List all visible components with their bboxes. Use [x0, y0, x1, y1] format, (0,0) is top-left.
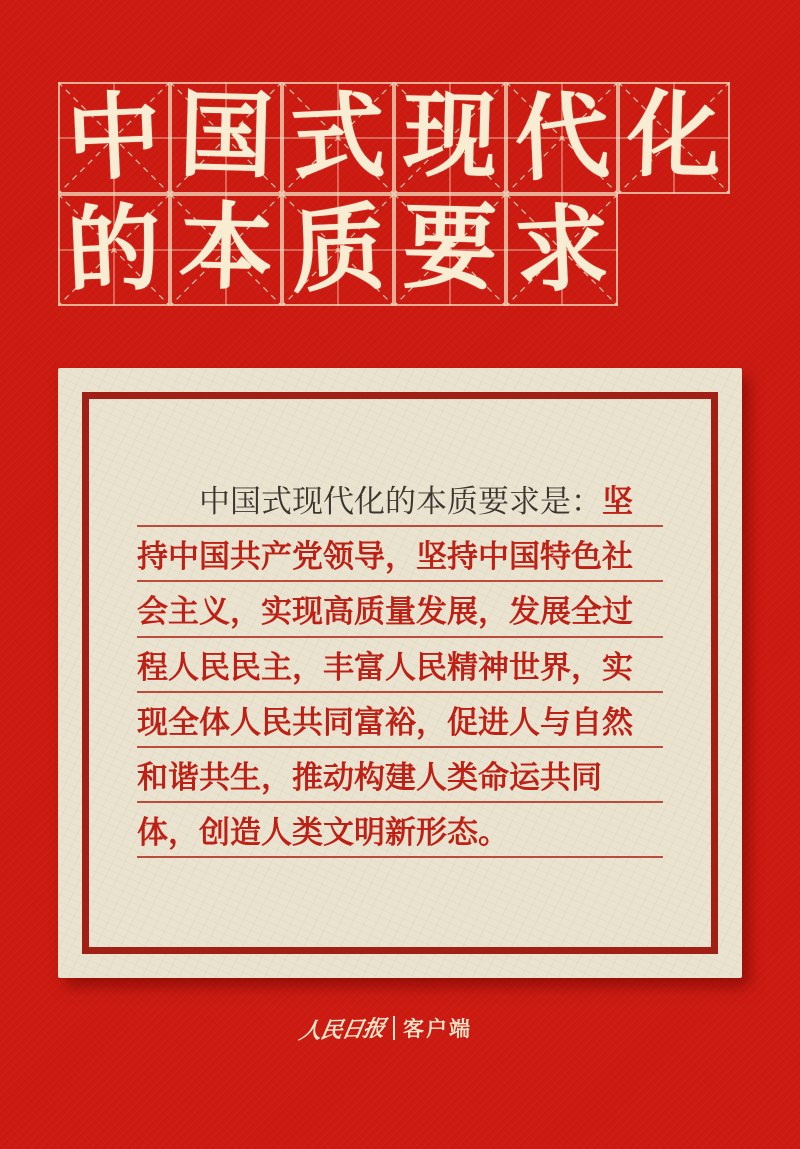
- logo-divider-bar: [393, 1016, 395, 1040]
- quote-lead-text: 中国式现代化的本质要求是：: [199, 484, 602, 520]
- quote-emphasis-text: 程人民民主，丰富人民精神世界，实: [137, 649, 633, 685]
- quote-emphasis-text: 和谐共生，推动构建人类命运共同: [137, 760, 602, 796]
- calligraphy-cell: [58, 82, 170, 194]
- calligraphy-char: 式: [288, 83, 388, 193]
- calligraphy-cell: [506, 82, 618, 194]
- calligraphy-cell: [618, 82, 730, 194]
- quote-emphasis-text: 持中国共产党领导，坚持中国特色社: [137, 539, 633, 575]
- calligraphy-char: 中: [64, 83, 164, 193]
- calligraphy-char: 质: [288, 195, 388, 305]
- calligraphy-cell: [394, 194, 506, 306]
- quote-line: [137, 472, 663, 527]
- calligraphy-cell: [282, 82, 394, 194]
- quote-line: [137, 582, 663, 637]
- calligraphy-char: 代: [512, 83, 612, 193]
- quote-line: [137, 803, 663, 858]
- calligraphy-char: 的: [64, 195, 164, 305]
- quote-line: [137, 527, 663, 582]
- calligraphy-cell: [506, 194, 618, 306]
- quote-line: [137, 638, 663, 693]
- quote-line: [137, 693, 663, 748]
- quote-emphasis-text: 会主义，实现高质量发展，发展全过: [137, 594, 633, 630]
- calligraphy-cell: [282, 194, 394, 306]
- calligraphy-char: 现: [401, 81, 499, 190]
- peoples-daily-script-logo: 人民日报: [297, 1015, 387, 1043]
- quote-line: [137, 748, 663, 803]
- quote-card: [58, 368, 742, 978]
- calligraphy-cell: [394, 82, 506, 194]
- calligraphy-cell: [170, 194, 282, 306]
- quote-emphasis-text: 坚: [602, 484, 633, 520]
- calligraphy-char: 本: [177, 193, 275, 302]
- quote-text-block: [137, 472, 663, 858]
- title-row-2: [58, 194, 730, 306]
- title-calligraphy-grid: [58, 82, 730, 306]
- title-row-1: [58, 82, 730, 194]
- calligraphy-char: 化: [625, 81, 723, 190]
- calligraphy-char: 要: [401, 193, 499, 302]
- calligraphy-char: 求: [512, 195, 612, 305]
- calligraphy-char: 国: [177, 81, 275, 190]
- quote-emphasis-text: 现全体人民共同富裕，促进人与自然: [137, 704, 633, 740]
- calligraphy-cell: [58, 194, 170, 306]
- client-label: 客户端: [403, 1018, 472, 1041]
- calligraphy-cell: [170, 82, 282, 194]
- footer-brand-logo: [0, 1010, 786, 1046]
- quote-emphasis-text: 体，创造人类文明新形态。: [137, 815, 509, 851]
